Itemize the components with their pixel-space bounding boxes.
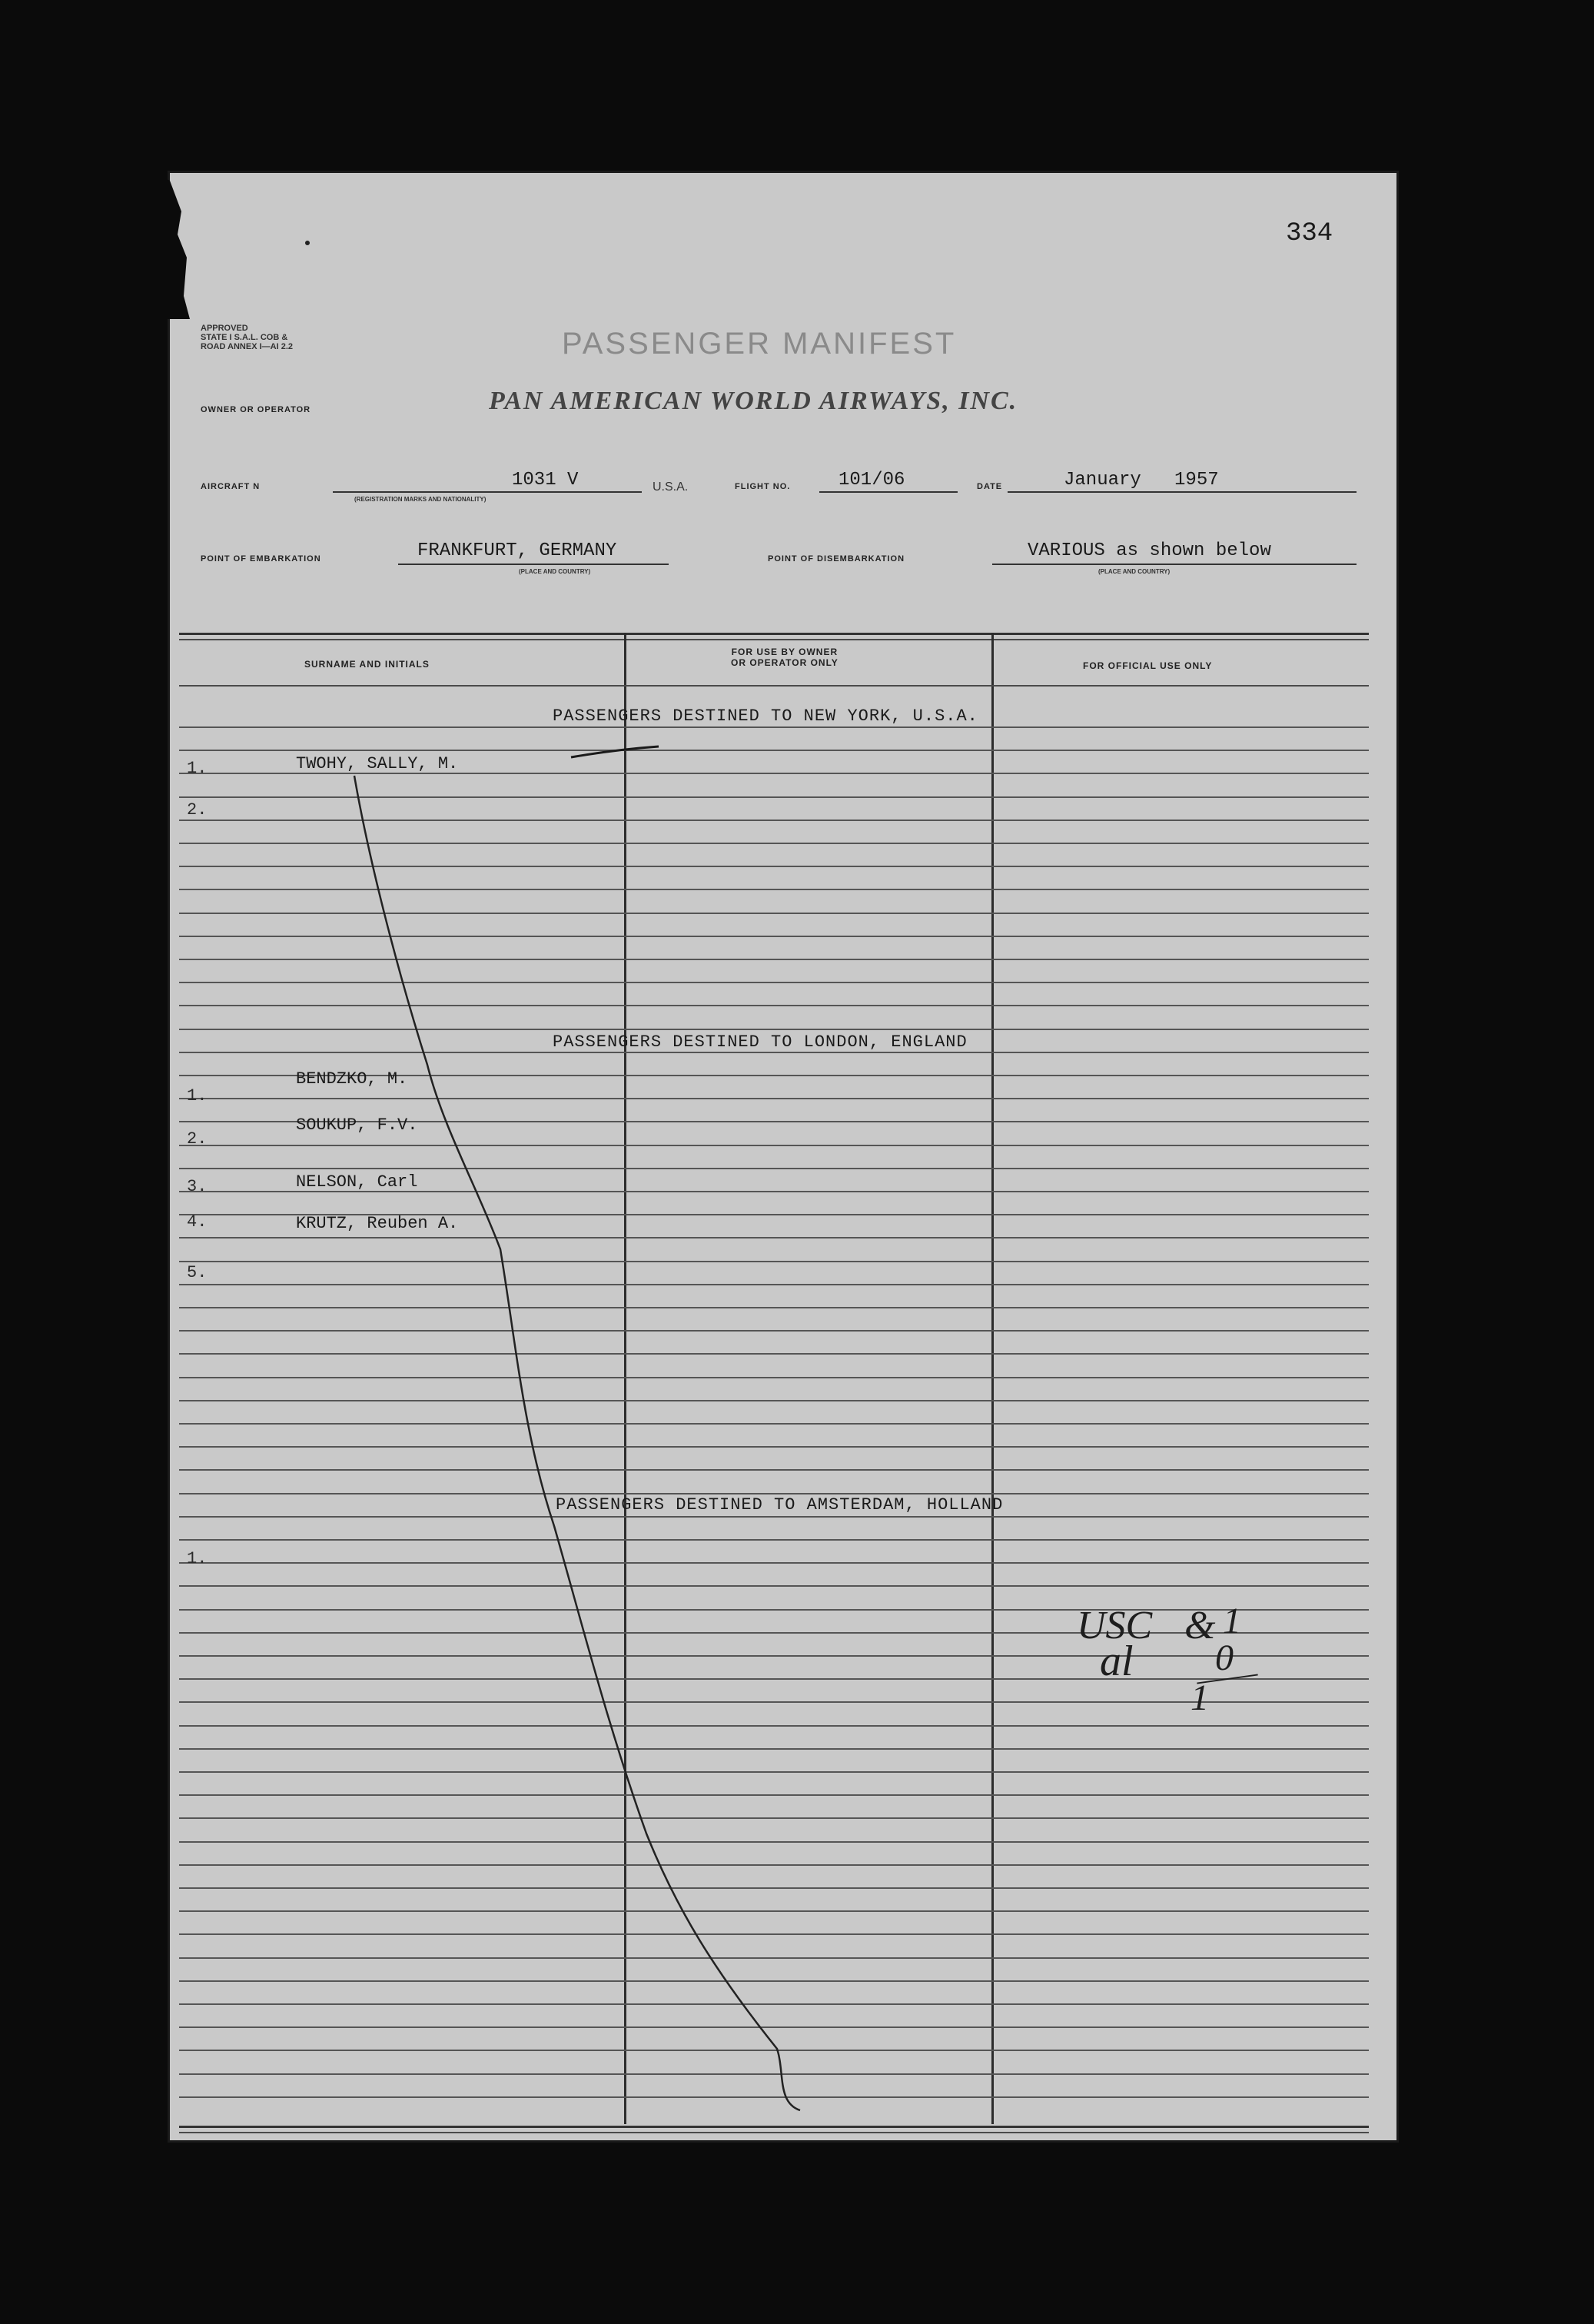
col-header-surname: SURNAME AND INITIALS [304, 659, 430, 670]
footer-rule [179, 2126, 1369, 2128]
flight-value: 101/06 [839, 470, 905, 490]
col-header-owner-line: FOR USE BY OWNER [731, 647, 839, 657]
passenger-name: BENDZKO, M. [296, 1069, 408, 1089]
disembark-value: VARIOUS as shown below [1028, 540, 1271, 561]
disembark-caption: (PLACE AND COUNTRY) [1098, 568, 1171, 575]
embark-caption: (PLACE AND COUNTRY) [519, 568, 591, 575]
annotation-fraction-bottom: 1 [1191, 1677, 1209, 1718]
section-heading: PASSENGERS DESTINED TO NEW YORK, U.S.A. [553, 707, 978, 726]
footer-rule [179, 2132, 1369, 2133]
row-number: 5. [187, 1263, 208, 1282]
col-header-official: FOR OFFICIAL USE ONLY [1083, 660, 1213, 671]
section-heading: PASSENGERS DESTINED TO AMSTERDAM, HOLLAND [556, 1495, 1004, 1514]
passenger-name: KRUTZ, Reuben A. [296, 1214, 459, 1233]
passenger-name: NELSON, Carl [296, 1172, 418, 1192]
row-number: 1. [187, 1549, 208, 1568]
aircraft-country: U.S.A. [653, 480, 689, 494]
date-label: DATE [977, 482, 1003, 491]
flight-label: FLIGHT NO. [735, 482, 791, 491]
form-ref-line: STATE I S.A.L. COB & [201, 333, 288, 342]
annotation-usc: USC [1077, 1604, 1153, 1647]
page-number: 334 [1286, 219, 1333, 248]
row-number: 1. [187, 1086, 208, 1105]
form-ref-line: APPROVED [201, 324, 248, 333]
row-number: 3. [187, 1177, 208, 1196]
annotation-al: al [1100, 1637, 1134, 1685]
aircraft-caption: (REGISTRATION MARKS AND NATIONALITY) [354, 496, 487, 503]
col-header-owner-line: OR OPERATOR ONLY [731, 657, 839, 668]
row-number: 4. [187, 1212, 208, 1232]
passenger-name: SOUKUP, F.V. [296, 1115, 418, 1135]
row-number: 2. [187, 1129, 208, 1149]
annotation-mark: & [1184, 1604, 1216, 1647]
row-number: 2. [187, 800, 208, 820]
passenger-name: TWOHY, SALLY, M. [296, 754, 459, 773]
section-heading: PASSENGERS DESTINED TO LONDON, ENGLAND [553, 1032, 968, 1052]
row-number: 1. [187, 759, 208, 778]
annotation-fraction-top: 1 [1223, 1601, 1241, 1641]
disembark-label: POINT OF DISEMBARKATION [768, 554, 905, 564]
form-title: PASSENGER MANIFEST [562, 327, 957, 361]
aircraft-value: 1031 V [512, 470, 579, 490]
annotation [1061, 1603, 1261, 1741]
cancellation-line [170, 173, 1401, 2145]
manifest-sheet [168, 171, 1399, 2143]
owner-value: PAN AMERICAN WORLD AIRWAYS, INC. [489, 387, 1018, 415]
owner-label: OWNER OR OPERATOR [201, 405, 311, 414]
aircraft-label: AIRCRAFT N [201, 482, 261, 491]
embark-value: FRANKFURT, GERMANY [417, 540, 617, 561]
date-value: January 1957 [1064, 470, 1219, 490]
form-ref-line: ROAD ANNEX I—AI 2.2 [201, 342, 294, 351]
embark-label: POINT OF EMBARKATION [201, 554, 321, 564]
annotation-fraction-mid: 0 [1215, 1637, 1234, 1678]
